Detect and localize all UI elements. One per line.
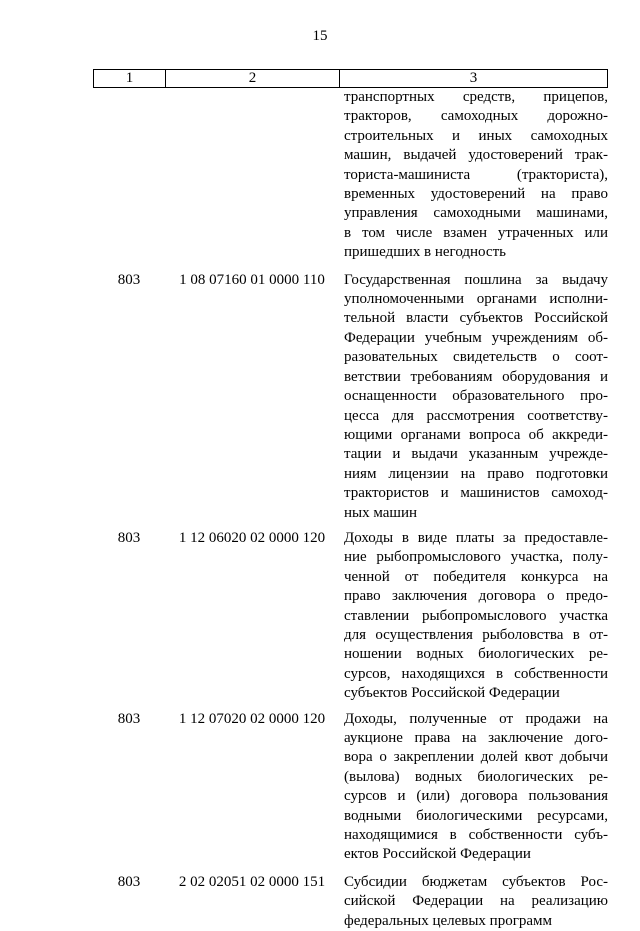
kbk-code-cell: 1 12 06020 02 0000 120 (178, 529, 326, 546)
description-line: сийской Федерации на реализацию (344, 893, 608, 910)
column-header-2: 2 (166, 70, 340, 87)
kbk-code-cell: 1 12 07020 02 0000 120 (178, 710, 326, 727)
description-line: разовательных свидетельств о соот- (344, 349, 608, 366)
page-number: 15 (312, 28, 328, 44)
admin-code-cell (93, 88, 165, 263)
description-line: Государственная пошлина за выдачу (344, 271, 608, 288)
description-line: вора о закреплении долей квот добычи (344, 749, 608, 766)
description-line: субъектов Российской Федерации (344, 685, 560, 702)
description-line: временных удостоверений на право (344, 186, 608, 203)
description-line: ектов Российской Федерации (344, 846, 531, 863)
admin-code-cell: 803 (117, 710, 141, 727)
kbk-code-cell (165, 88, 339, 263)
table-row (93, 529, 608, 704)
admin-code-cell: 803 (117, 873, 141, 890)
description-line: тракторов, самоходных дорожно- (344, 108, 608, 125)
column-header-3: 3 (469, 70, 478, 86)
description-line: право заключения договора о предо- (344, 588, 608, 605)
description-line: машин, выдачей удостоверений трак- (344, 147, 608, 164)
description-line: транспортных средств, прицепов, (344, 89, 608, 105)
table-row (93, 873, 608, 931)
description-line: тации и выдачи указанным учрежде- (344, 446, 608, 463)
description-line: строительных и иных самоходных (344, 127, 608, 144)
table-body (93, 88, 608, 931)
description-line: ющими органами вопроса об аккреди- (344, 426, 608, 443)
description-line: ных машин (344, 504, 418, 521)
description-line: сурсов и (или) договора пользования (344, 788, 608, 805)
description-line: уполномоченными органами исполни- (344, 291, 608, 308)
description-line: Федерации учебным учреждениям об- (344, 329, 608, 346)
description-cell (339, 271, 608, 523)
description-line: в том числе взамен утраченных или (344, 224, 608, 241)
description-line: ветствии требованиям оборудования и (344, 368, 608, 385)
description-cell (339, 88, 608, 263)
description-line: трактористов и машинистов самоход- (344, 485, 608, 502)
description-line: Доходы, полученные от продажи на (344, 710, 608, 727)
description-line: пришедших в негодность (344, 244, 506, 261)
admin-code-cell: 803 (117, 271, 141, 288)
description-line: оснащенности образовательного про- (344, 388, 608, 405)
description-line: Доходы в виде платы за предоставле- (344, 529, 608, 546)
description-cell (339, 710, 608, 865)
column-header-1: 1 (94, 70, 166, 87)
kbk-code-cell: 1 08 07160 01 0000 110 (179, 271, 325, 288)
description-line: (вылова) водных биологических ре- (344, 768, 608, 785)
description-line: аукционе права на заключение дого- (344, 730, 608, 746)
description-line: сурсов, находящихся в собственности (344, 665, 608, 682)
description-line: управления самоходными машинами, (344, 205, 608, 222)
description-line: Субсидии бюджетам субъектов Рос- (344, 873, 608, 890)
description-line: находящимися в собственности субъ- (344, 827, 608, 844)
description-line: тельной власти субъектов Российской (344, 310, 608, 327)
description-line: ториста-машиниста (тракториста), (344, 166, 608, 183)
kbk-code-cell: 2 02 02051 02 0000 151 (178, 873, 326, 890)
description-line: водными биологическими ресурсами, (344, 807, 608, 824)
description-cell (339, 873, 608, 931)
admin-code-cell: 803 (117, 529, 141, 546)
description-line: ченной от победителя конкурса на (344, 568, 608, 585)
description-cell (339, 529, 608, 704)
description-line: федеральных целевых программ (344, 912, 553, 929)
description-line: ниям лицензии на право подготовки (344, 465, 608, 482)
description-line: для осуществления рыболовства в от- (344, 626, 608, 643)
table-row (93, 88, 608, 263)
table-row (93, 710, 608, 865)
description-line: ношении водных биологических ре- (344, 646, 608, 663)
description-line: ние рыбопромыслового участка, полу- (344, 549, 608, 566)
description-line: цесса для рассмотрения соответству- (344, 407, 608, 424)
table-row (93, 271, 608, 523)
description-line: ставлении рыбопромыслового участка (344, 607, 608, 624)
table-header (93, 69, 608, 88)
